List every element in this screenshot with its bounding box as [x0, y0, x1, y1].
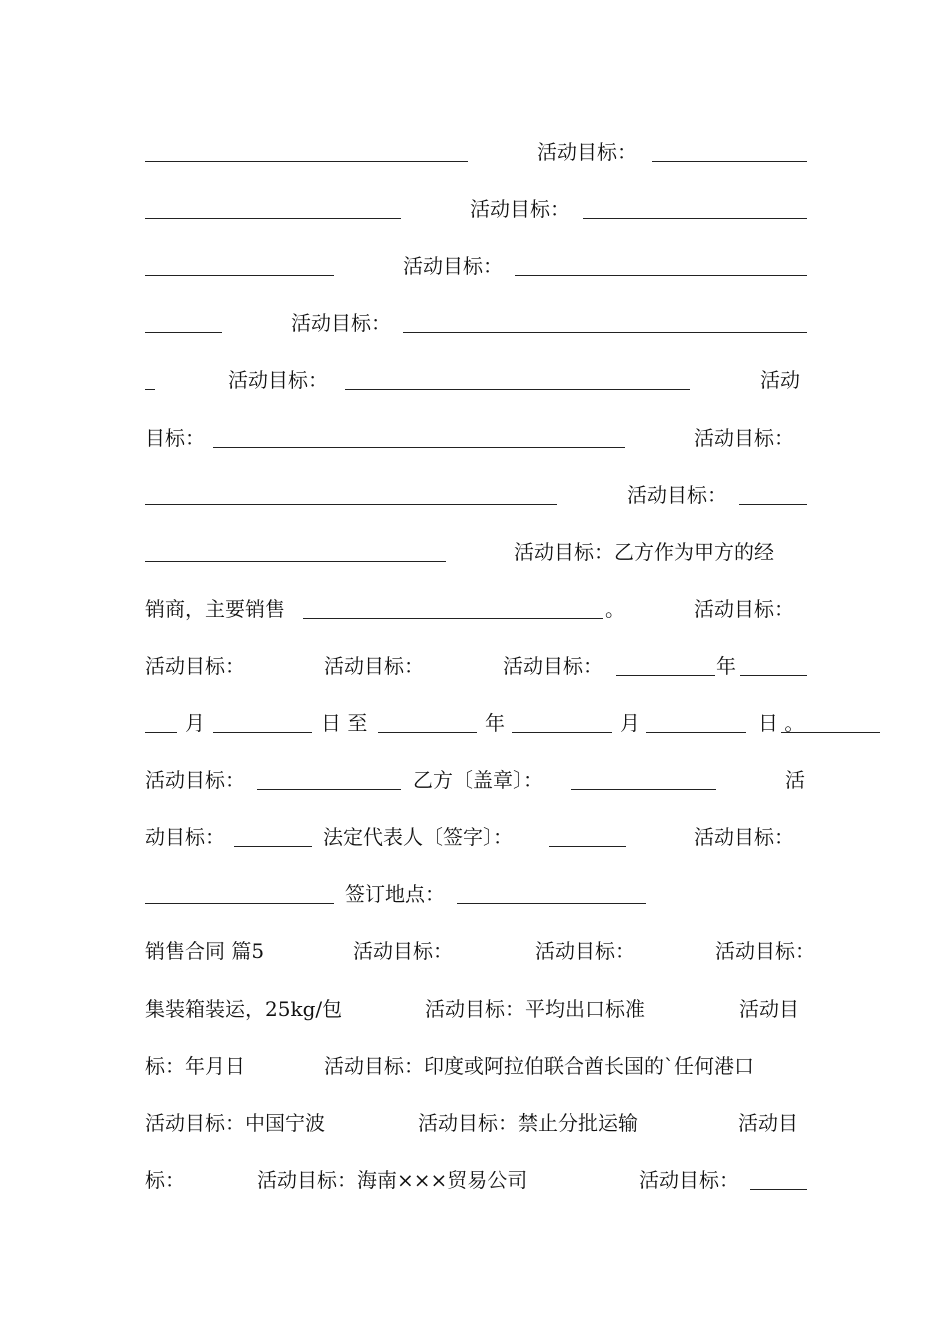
fill-in-blank	[145, 504, 557, 505]
text-segment: 活动	[760, 368, 800, 393]
fill-in-blank	[515, 275, 807, 276]
fill-in-blank	[145, 275, 334, 276]
fill-in-blank	[457, 903, 646, 904]
fill-in-blank	[145, 218, 401, 219]
fill-in-blank	[739, 504, 807, 505]
fill-in-blank	[571, 789, 716, 790]
text-segment: 目标：	[145, 425, 205, 450]
text-segment: 活动目标：	[145, 653, 245, 678]
text-line	[145, 362, 807, 398]
text-segment: 销商，主要销售	[145, 596, 285, 621]
fill-in-blank	[145, 732, 177, 733]
text-segment: 活动目标：平均出口标准	[425, 996, 645, 1021]
text-segment: 活动目标：	[470, 197, 570, 222]
text-segment: 活动目标：	[353, 939, 453, 964]
fill-in-blank	[303, 618, 603, 619]
text-segment: 活动目标：	[403, 254, 503, 279]
text-segment: 标：	[145, 1167, 185, 1192]
text-segment: 活动目标：	[535, 939, 635, 964]
fill-in-blank	[512, 732, 612, 733]
text-segment: 日 至	[321, 711, 368, 735]
text-segment: 活动目标：	[627, 482, 727, 507]
text-line	[145, 477, 807, 513]
text-line	[145, 876, 807, 912]
text-line	[145, 591, 807, 627]
text-segment: 活动目标：	[324, 653, 424, 678]
fill-in-blank	[646, 732, 746, 733]
text-segment: 活动目标：	[694, 425, 794, 450]
text-segment: 活动目标：	[639, 1167, 739, 1192]
text-line	[145, 933, 815, 969]
text-line	[145, 1105, 807, 1141]
fill-in-blank	[145, 389, 155, 390]
text-segment: 法定代表人〔签字〕：	[323, 825, 513, 850]
text-segment: 乙方〔盖章〕：	[413, 768, 543, 793]
fill-in-blank	[345, 389, 690, 390]
text-segment: 活动目标：	[503, 653, 603, 678]
text-line	[145, 1048, 807, 1084]
text-line	[145, 819, 807, 855]
text-segment: 活动目标：	[145, 768, 245, 793]
text-segment: 活动目标：	[537, 140, 637, 164]
text-segment: 销售合同 篇5	[145, 939, 265, 964]
text-segment: 活	[785, 768, 805, 793]
text-segment: 日 。	[758, 711, 805, 735]
fill-in-blank	[403, 332, 807, 333]
text-line	[145, 1162, 807, 1198]
fill-in-blank	[652, 161, 807, 162]
fill-in-blank	[750, 1189, 807, 1190]
text-segment: 活动目标：	[715, 939, 815, 964]
text-segment: 活动目标：	[694, 596, 794, 621]
text-segment: 活动目标：	[291, 311, 391, 336]
text-segment: 活动目标：	[694, 825, 794, 850]
text-segment: 标：年月日	[145, 1053, 245, 1078]
text-line	[145, 762, 807, 798]
fill-in-blank	[257, 789, 401, 790]
fill-in-blank	[234, 846, 312, 847]
text-line	[145, 305, 807, 341]
text-segment: 。	[605, 596, 625, 621]
text-line	[145, 134, 807, 170]
text-segment: 集装箱装运，25kg/包	[145, 996, 343, 1021]
fill-in-blank	[549, 846, 626, 847]
text-segment: 活动目标：印度或阿拉伯联合酋长国的`任何港口	[324, 1053, 754, 1078]
text-line	[145, 534, 807, 570]
fill-in-blank	[145, 161, 468, 162]
fill-in-blank	[583, 218, 807, 219]
fill-in-blank	[145, 332, 222, 333]
text-segment: 年	[716, 653, 736, 678]
text-line	[145, 991, 807, 1027]
text-segment: 活动目	[739, 996, 799, 1021]
text-segment: 活动目标：中国宁波	[145, 1110, 325, 1135]
text-segment: 活动目标：禁止分批运输	[418, 1110, 638, 1135]
fill-in-blank	[616, 675, 715, 676]
text-line	[145, 705, 807, 741]
text-segment: 活动目标：乙方作为甲方的经	[514, 539, 774, 564]
text-segment: 月	[620, 711, 640, 735]
fill-in-blank	[145, 903, 334, 904]
text-segment: 活动目	[738, 1110, 798, 1135]
fill-in-blank	[213, 732, 312, 733]
text-segment: 年	[485, 711, 505, 735]
text-segment: 活动目标：海南×××贸易公司	[257, 1167, 528, 1192]
fill-in-blank	[145, 561, 446, 562]
text-segment: 动目标：	[145, 825, 225, 850]
text-segment: 活动目标：	[228, 368, 328, 393]
text-line	[145, 191, 807, 227]
text-line	[145, 248, 807, 284]
fill-in-blank	[213, 447, 625, 448]
fill-in-blank	[740, 675, 807, 676]
text-line	[145, 420, 807, 456]
fill-in-blank	[378, 732, 477, 733]
text-line	[145, 648, 807, 684]
text-segment: 签订地点：	[345, 882, 445, 907]
text-segment: 月	[185, 711, 205, 735]
